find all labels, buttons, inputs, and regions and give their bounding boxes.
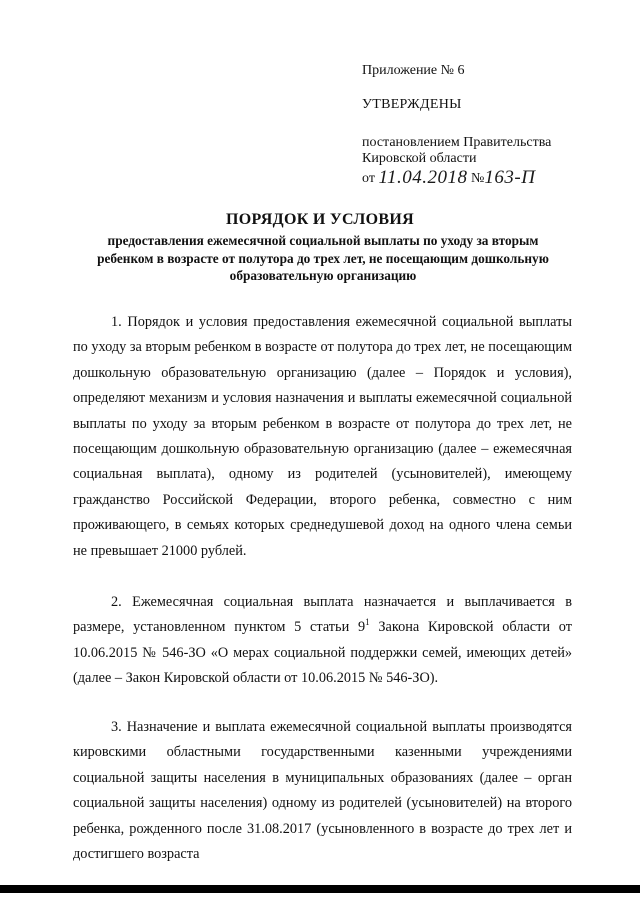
decree-line-1: постановлением Правительства — [362, 135, 552, 150]
decree-number-label: № — [471, 171, 485, 186]
paragraph-2 — [73, 590, 572, 692]
paragraph-2-part-a: 2. Ежемесячная социальная выплата назначается и выплачивается в размере, установленном пунктом 5 статьи 9 — [73, 594, 572, 636]
document-subtitle: предоставления ежемесячной социальной выплаты по уходу за вторым ребенком в возрасте от полутора до трех лет, не посещающим дошкольную образовательную организацию — [97, 233, 549, 283]
scan-bottom-edge — [0, 885, 640, 893]
decree-date-handwritten: 11.04.2018 — [378, 167, 468, 188]
appendix-number: Приложение № 6 — [362, 63, 465, 78]
decree-number-handwritten: 163-П — [484, 167, 536, 188]
decree-line-2: Кировской области — [362, 151, 477, 166]
decree-from-label: от — [362, 171, 375, 186]
paragraph-2-part-b: Закона Кировской области от 10.06.2015 № 546-ЗО «О мерах социальной поддержки семей, имеющих детей» (далее – Закон Кировской области от 10.06.2015 № 546-ЗО). — [73, 619, 572, 687]
article-superscript: 1 — [365, 617, 370, 628]
scan-bottom-margin — [0, 893, 640, 905]
paragraph-1: 1. Порядок и условия предоставления ежемесячной социальной выплаты по уходу за вторым ребенком в возрасте от полутора до трех лет, не посещающим дошкольную образовательную организацию (далее – Порядок и условия), определяют механизм и условия назначения и выплаты ежемесячной социальной выплаты по уходу за вторым ребенком в возрасте от полутора до трех лет, не посещающим дошкольную образовательную организацию (далее – ежемесячная социальная выплата), одному из родителей (усыновителей), имеющему гражданство Российской Федерации, второго ребенка, совместно с ним проживающего, в семьях которых среднедушевой доход на одного члена семьи не превышает 21000 рублей. — [73, 314, 573, 559]
approved-label: УТВЕРЖДЕНЫ — [362, 97, 462, 112]
paragraph-3: 3. Назначение и выплата ежемесячной социальной выплаты производятся кировскими областными государственными казенными учреждениями социальной защиты населения в муниципальных образованиях (далее – орган социальной защиты населения) одному из родителей (усыновителей) на второго ребенка, рожденного после 31.08.2017 (усыновленного в возрасте до трех лет и достигшего возраста — [73, 719, 572, 863]
decree-date-line — [362, 168, 535, 188]
document-title: ПОРЯДОК И УСЛОВИЯ — [226, 211, 414, 228]
